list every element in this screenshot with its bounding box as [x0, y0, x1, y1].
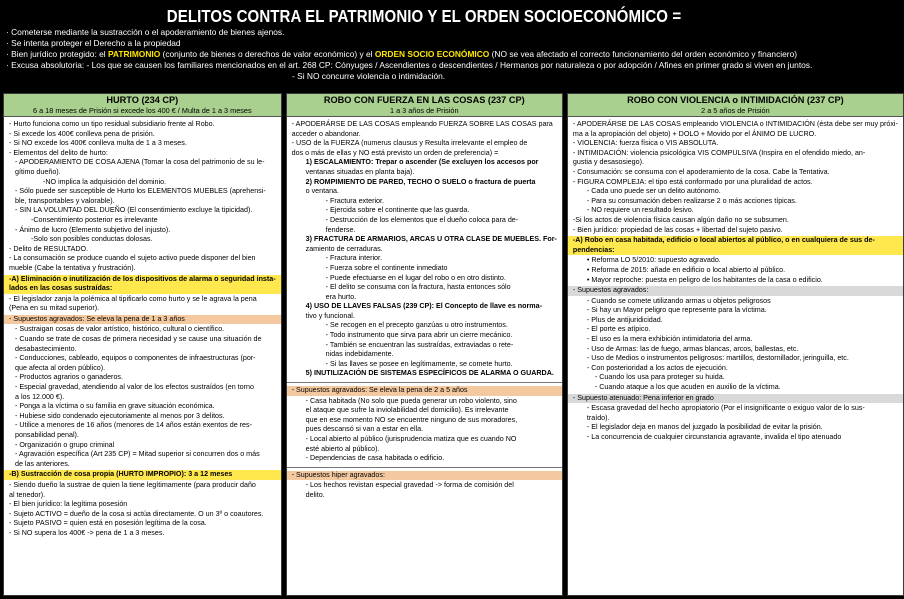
divider — [287, 382, 562, 383]
intro-line — [6, 49, 842, 60]
list-item: acceder o abandonar. — [291, 129, 361, 138]
intro-text: (NO se vea afectado el correcto funcionamiento del orden económico y financiero) — [489, 49, 798, 60]
list-item: o ventana. — [305, 187, 339, 196]
list-item: - Se recogen en el precepto ganzúas u otro instrumentos. — [325, 321, 508, 330]
list-item: - Plus de antijuridicidad. — [586, 315, 663, 324]
columns — [3, 93, 898, 596]
column-body — [4, 117, 281, 595]
hyper-aggravated-band: - Supuestos hiper agravados: — [287, 471, 562, 481]
list-item: ble, transportables y valorable). — [15, 196, 115, 205]
list-item: - FIGURA COMPLEJA: el tipo está conformado por una pluralidad de actos. — [572, 177, 813, 186]
list-item: - Local abierto al público (jurisprudencia matiza que es cuando NO — [305, 435, 517, 443]
list-item: -A) Eliminación o inutilización de los dispositivos de alarma o seguridad insta- — [9, 274, 276, 283]
highlight-patrimonio: PATRIMONIO — [107, 49, 161, 60]
list-item: a los 12.000 €). — [15, 392, 65, 401]
intro-line: · Cometerse mediante la sustracción o el apoderamiento de bienes ajenos. — [6, 27, 285, 37]
list-item: - Agravación específica (Art 235 CP) = Mitad superior si concurren dos o más — [15, 450, 260, 459]
list-item: - Ejercida sobre el continente que las guarda. — [325, 206, 470, 215]
list-item: traído). — [586, 413, 610, 422]
list-item: - Cuando se trate de cosas de primera necesidad y se cause una situación de — [15, 335, 262, 344]
list-item: - Para su consumación deben realizarse 2 o más acciones típicas. — [586, 196, 797, 205]
list-item: - Conducciones, cableado, equipos o componentes de infraestructuras (por- — [15, 354, 256, 363]
list-item: gustia y desasosiego). — [572, 158, 644, 167]
list-item: - Delito de RESULTADO. — [9, 244, 89, 253]
list-item: - Uso de Armas: las de fuego, armas blancas, arcos, ballestas, etc. — [586, 344, 799, 353]
list-item: desabastecimiento. — [15, 344, 77, 353]
list-item: nidas indebidamente. — [325, 350, 394, 359]
attenuated-band: - Supuesto atenuado: Pena inferior en grado — [568, 394, 903, 404]
highlight-orden: ORDEN SOCIO ECONÓMICO — [374, 49, 490, 60]
list-item: 2) ROMPIMIENTO DE PARED, TECHO O SUELO o fractura de puerta — [305, 177, 536, 186]
list-item: - Si excede los 400€ conlleva pena de prisión. — [9, 129, 155, 138]
column-hurto — [3, 93, 282, 596]
list-item: al tenedor). — [9, 490, 46, 499]
list-item: - El porte es atípico. — [586, 325, 651, 334]
list-item: el ataque que sufre la inviolabilidad del domicilio). Es irrelevante — [305, 406, 509, 415]
list-item: - Si NO excede los 400€ conlleva multa de 1 a 3 meses. — [9, 139, 187, 148]
list-item: - Casa habitada (No solo que pueda generar un robo violento, sino — [305, 396, 517, 405]
list-item: pues descansó si van a estar en ella. — [305, 425, 424, 434]
list-item: - Si NO supera los 400€ -> pena de 1 a 3 meses. — [9, 528, 165, 537]
column-header — [568, 94, 903, 117]
list-item: - Productos agrarios o ganaderos. — [15, 373, 123, 382]
list-item: -Si los actos de violencia física causan algún daño no se subsumen. — [572, 215, 789, 224]
list-item: - Hubiese sido condenado ejecutoriamente al menos por 3 delitos. — [15, 411, 225, 420]
list-item: - NO requiere un resultado lesivo. — [586, 206, 694, 215]
list-item: - Si hay un Mayor peligro que represente para la víctima. — [586, 306, 767, 315]
list-item: - VIOLENCIA: fuerza física o VIS ABSOLUTA. — [572, 139, 719, 148]
column-robo-violencia — [567, 93, 904, 596]
column-subtitle: 1 a 3 años de Prisión — [389, 106, 459, 115]
intro-text: (conjunto de bienes o derechos de valor económico) y el — [160, 49, 375, 60]
list-item: - Cuando los usa para proteger su huida. — [594, 373, 725, 382]
list-item: • Mayor reproche: puesta en peligro de los habitantes de la casa o edificio. — [586, 275, 823, 284]
column-title: ROBO CON FUERZA EN LAS COSAS (237 CP) — [323, 95, 525, 105]
list-item: - Cuando se comete utilizando armas u objetos peligrosos — [586, 296, 771, 305]
section-a-band — [568, 236, 903, 255]
list-item: que afecta al orden público). — [15, 363, 106, 372]
list-item: -NO implica la adquisición del dominio. — [43, 177, 167, 186]
list-item: - Sustraigan cosas de valor artístico, histórico, cultural o científico. — [15, 325, 225, 334]
list-item: - Siendo dueño la sustrae de quien la tiene legítimamente (para producir daño — [9, 480, 256, 489]
list-item: - Especial gravedad, atendiendo al valor de los efectos sustraídos (en torno — [15, 383, 254, 392]
column-subtitle: 6 a 18 meses de Prisión si excede los 400 € / Multa de 1 a 3 meses — [33, 106, 252, 115]
list-item: - Uso de Medios o instrumentos peligrosos: martillos, destornillador, jeringuilla, etc. — [586, 354, 849, 363]
column-robo-fuerza — [286, 93, 563, 596]
intro-line: · Se intenta proteger el Derecho a la propiedad — [6, 38, 181, 49]
list-item: - El uso es la mera exhibición intimidatoria del arma. — [586, 335, 753, 344]
list-item: - APODERAMIENTO DE COSA AJENA (Tomar la cosa del patrimonio de su le- — [15, 158, 265, 167]
list-item: era hurto. — [325, 292, 357, 301]
list-item: delito. — [305, 490, 325, 499]
list-item: - Fractura exterior. — [325, 196, 384, 205]
aggravated-band: - Supuestos agravados: — [568, 286, 903, 296]
list-item: - Organización o grupo criminal — [15, 440, 115, 449]
list-item: - Los hechos revistan especial gravedad -> forma de comisión del — [305, 481, 514, 490]
list-item: - Si las llaves se posee en legítimamente, se comete hurto. — [325, 359, 513, 368]
list-item: ponsabilidad penal). — [15, 431, 79, 439]
column-subtitle: 2 a 5 años de Prisión — [701, 106, 770, 115]
column-body — [568, 117, 903, 595]
intro-text: · Bien jurídico protegido: el — [6, 49, 108, 60]
list-item: 3) FRACTURA DE ARMARIOS, ARCAS U OTRA CLASE DE MUEBLES. For- — [305, 235, 557, 244]
list-item: - Cuando ataque a los que acuden en auxilio de la víctima. — [594, 383, 781, 392]
intro-line: - Si NO concurre violencia o intimidación. — [292, 71, 446, 82]
aggravated-band: - Supuestos agravados: Se eleva la pena de 1 a 3 años — [4, 315, 281, 325]
list-item: - Dependencias de casa habitada o edificio. — [305, 454, 445, 463]
list-item: ma a la apropiación del objeto) + DOLO + Movido por el ÁNIMO DE LUCRO. — [572, 129, 817, 138]
list-item: - Ánimo de lucro (Elemento subjetivo del injusto). — [15, 225, 171, 234]
list-item: esté abierto al público). — [305, 444, 380, 453]
list-item: - Todo instrumento que sirva para abrir un cierre mecánico. — [325, 331, 513, 340]
list-item: - El delito se consuma con la fractura, hasta entonces sólo — [325, 283, 511, 292]
list-item: - Utilice a menores de 16 años (menores de 14 años están exentos de res- — [15, 421, 252, 430]
list-item: - Fuerza sobre el continente inmediato — [325, 263, 448, 272]
list-item: - Bien jurídico: propiedad de las cosas + libertad del sujeto pasivo. — [572, 225, 783, 234]
section-b-band: -B) Sustracción de cosa propia (HURTO IMPROPIO): 3 a 12 meses — [4, 470, 281, 480]
list-item: - SIN LA VOLUNTAD DEL DUEÑO (El consentimiento excluye la tipicidad). — [15, 206, 253, 215]
list-item: - Fractura interior. — [325, 254, 382, 263]
list-item: 4) USO DE LLAVES FALSAS (239 CP): El Concepto de llave es norma- — [305, 302, 542, 311]
list-item: -Solo son posibles conductas dolosas. — [31, 235, 153, 244]
list-item: mueble (Cabe la tentativa y frustración). — [9, 263, 136, 272]
list-item: • Reforma LO 5/2010: supuesto agravado. — [586, 256, 721, 265]
list-item: 1) ESCALAMIENTO: Trepar o ascender (Se excluyen los accesos por — [305, 158, 539, 167]
list-item: - La consumación se produce cuando el sujeto activo puede disponer del bien — [9, 254, 256, 263]
list-item: - Sujeto ACTIVO = dueño de la cosa si actúa directamente. O un 3º o coautores. — [9, 509, 264, 518]
list-item: - Destrucción de los elementos que el dueño coloca para de- — [325, 215, 519, 224]
list-item: - APODERÁRSE DE LAS COSAS empleando FUERZA SOBRE LAS COSAS para — [291, 120, 553, 128]
list-item: - Cada uno puede ser un delito autónomo. — [586, 187, 721, 196]
list-item: tivo y funcional. — [305, 311, 355, 320]
column-header — [4, 94, 281, 117]
list-item: - Con posterioridad a los actos de ejecución. — [586, 363, 728, 372]
list-item: pendencias: — [572, 245, 615, 254]
list-item: - Sólo puede ser susceptible de Hurto los ELEMENTOS MUEBLES (aprehensi- — [15, 187, 266, 196]
list-item: - El legislador deja en manos del juzgado la posibilidad de evitar la prisión. — [586, 423, 823, 432]
column-body — [287, 117, 562, 595]
list-item: - Elementos del delito de hurto: — [9, 148, 108, 157]
list-item: - Sujeto PASIVO = quien está en posesión legítima de la cosa. — [9, 519, 207, 528]
list-item: - Ponga a la víctima o su familia en grave situación económica. — [15, 402, 215, 411]
column-header — [287, 94, 562, 117]
list-item: -A) Robo en casa habitada, edificio o local abiertos al público, o en cualquiera de sus de- — [572, 236, 875, 245]
list-item: que en ese momento NO se encuentre ninguno de sus moradores, — [305, 415, 518, 424]
list-item: - USO de la FUERZA (numerus clausus y Resulta irrelevante el empleo de — [291, 139, 528, 148]
list-item: - La concurrencia de cualquier circunstancia agravante, invalida el tipo atenuado — [586, 433, 842, 441]
list-item: - INTIMIDACIÓN: violencia psicológica VIS COMPULSIVA (Inspira en el ofendido miedo, an- — [572, 148, 866, 157]
intro-line: · Excusa absolutoria: - Los que se causen los familiares mencionados en el art. 268 CP: Cónyuges / Ascendientes o descendientes / Hermanos por naturaleza o por adopción / Afines en primer grado si viven en juntos. — [6, 60, 813, 71]
list-item: - El legislador zanja la polémica al tipificarlo como hurto y se le agrava la pena — [9, 294, 257, 303]
divider — [287, 467, 562, 468]
column-title: ROBO CON VIOLENCIA o INTIMIDACIÓN (237 CP) — [627, 95, 844, 105]
list-item: gítimo dueño). — [15, 167, 61, 176]
list-item: - El bien jurídico: la legítima posesión — [9, 500, 128, 509]
list-item: - APODERÁRSE DE LAS COSAS empleando VIOLENCIA o INTIMIDACIÓN (ésta debe ser muy próxi- — [572, 120, 898, 128]
aggravated-band: - Supuestos agravados: Se eleva la pena de 2 a 5 años — [287, 386, 562, 396]
list-item: - También se encuentran las sustraídas, extraviadas o rete- — [325, 340, 514, 349]
list-item: fenderse. — [325, 225, 356, 234]
list-item: 5) INUTILIZACIÓN DE SISTEMAS ESPECÍFICOS DE ALARMA O GUARDA. — [305, 369, 554, 378]
page-title: DELITOS CONTRA EL PATRIMONIO Y EL ORDEN SOCIOECONÓMICO = — [166, 6, 682, 26]
intro-block — [0, 27, 848, 82]
list-item: ventanas situadas en planta baja). — [305, 167, 415, 176]
list-item: - Hurto funciona como un tipo residual subsidiario frente al Robo. — [9, 120, 215, 128]
list-item: -Consentimiento posterior es irrelevante — [31, 215, 158, 224]
list-item: (Pena en su mitad superior). — [9, 304, 100, 313]
list-item: • Reforma de 2015: añade en edificio o local abierto al público. — [586, 265, 786, 274]
list-item: - Consumación: se consuma con el apoderamiento de la cosa. Cabe la Tentativa. — [572, 167, 830, 176]
list-item: zamiento de cerraduras. — [305, 244, 383, 253]
list-item: - Escasa gravedad del hecho apropiatorio (Por el insignificante o exiguo valor de lo sus- — [586, 404, 865, 413]
column-title: HURTO (234 CP) — [106, 95, 179, 105]
list-item: lados en las cosas sustraídas: — [9, 284, 113, 293]
list-item: dos o más de ellas y NO está previsto un orden de preferencia) = — [291, 148, 499, 157]
list-item: - Puede efectuarse en el lugar del robo o en otro distinto. — [325, 273, 506, 282]
section-a-band — [4, 275, 281, 294]
list-item: de las anteriores. — [15, 459, 70, 468]
